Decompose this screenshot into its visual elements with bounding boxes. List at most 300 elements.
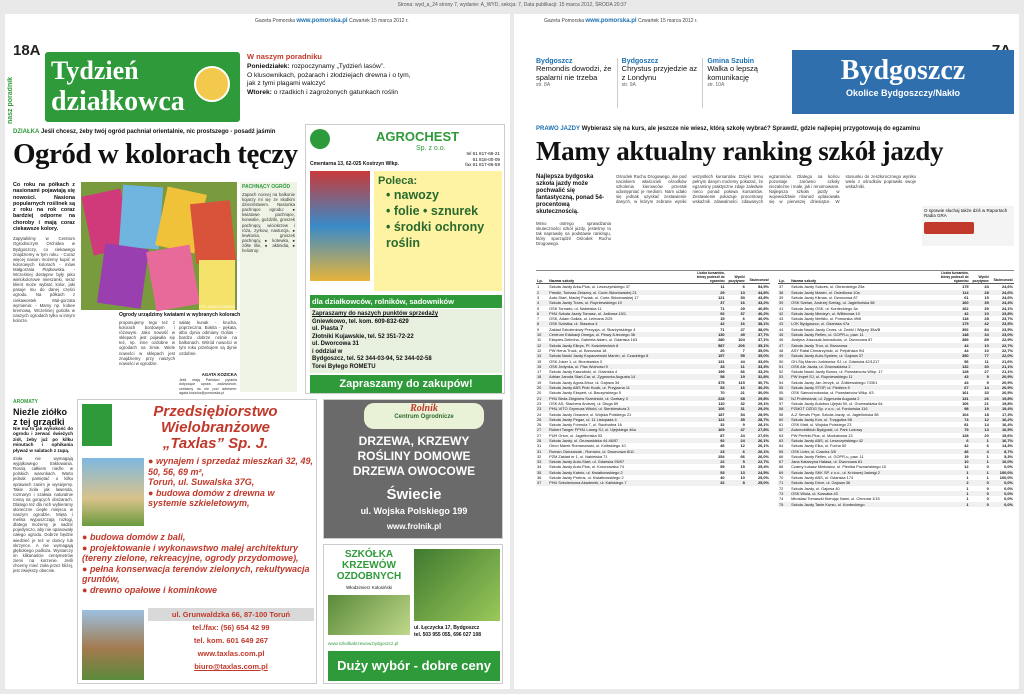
shop-line: Torei Byłego ROMETU bbox=[312, 363, 376, 370]
table-cell: 39 bbox=[984, 305, 989, 311]
logo-line1: Tydzień bbox=[51, 56, 139, 85]
table-cell: Szkoła Jazdy Reflex, ul. GOPR-u, paw. 11 bbox=[791, 453, 864, 459]
table-cell: 8,7% bbox=[990, 449, 1014, 454]
table-cell: 32 bbox=[720, 422, 725, 428]
table-cell: 106 bbox=[689, 406, 725, 411]
table-cell: 27 bbox=[536, 427, 548, 432]
table-cell: 15 bbox=[720, 316, 725, 322]
table-cell: 35,0% bbox=[746, 353, 770, 358]
table-cell: 392 bbox=[962, 326, 969, 332]
agrochest-sp: Sp. z o.o. bbox=[416, 145, 446, 152]
table-cell: 24,6% bbox=[1001, 294, 1013, 300]
table-cell: 21,1% bbox=[990, 364, 1014, 369]
table-cell: 47 bbox=[778, 343, 790, 348]
table-cell: 53 bbox=[740, 294, 745, 300]
taxlas-b5: pełna konserwacja terenów zielonych, rekultywacja gruntów, bbox=[82, 563, 310, 584]
table-cell: 0 bbox=[970, 502, 990, 507]
table-cell: 5,3% bbox=[1004, 453, 1013, 459]
table-cell: 0 bbox=[970, 480, 990, 485]
table-cell: 77 bbox=[970, 353, 990, 358]
table-cell: 20,5% bbox=[1001, 390, 1013, 396]
table-cell: Orion Marek Romanowski, ul. Kolbskiego 10 bbox=[549, 443, 626, 449]
table-cell: 40,0% bbox=[757, 316, 769, 322]
shops-box bbox=[310, 309, 502, 373]
table-cell: Szkoła Jazdy Pegaz, ul. 11 Listopada 4 bbox=[548, 417, 689, 422]
shop-line: ul. Dworcowa 31 bbox=[312, 341, 360, 347]
table-cell: 21,6% bbox=[1001, 358, 1013, 364]
shop-line: Bydgoszcz, tel. 52 344-03-94, 52 344-02-58 bbox=[312, 356, 432, 362]
rolnik-city: Świecie bbox=[386, 486, 442, 503]
table-cell: 50 bbox=[779, 358, 784, 364]
table-cell: 22,0% bbox=[990, 353, 1014, 358]
table-cell: 254 bbox=[718, 453, 725, 459]
table-cell: 34 bbox=[537, 464, 542, 470]
seed-photo bbox=[81, 182, 237, 310]
house-photo bbox=[82, 458, 144, 526]
table-cell: 29 bbox=[740, 305, 745, 311]
kicker-text: Jeśli chcesz, żeby twój ogród pachniał orientalnie, nic prostszego - posadź jaśmin bbox=[41, 129, 276, 135]
table-cell: 114 bbox=[933, 290, 969, 295]
teasers bbox=[536, 58, 786, 108]
table-body bbox=[778, 284, 1014, 507]
poleca-item: folie bbox=[393, 204, 420, 218]
shop-line: Gniewkowo, tel. kom. 609-832-629 bbox=[312, 318, 409, 325]
table-cell: 27 bbox=[537, 432, 542, 438]
product-photo bbox=[310, 171, 370, 281]
article-col2: proponujemy tego też z kolorach bordowym i różowym. Jako nowość w sklepach jest pojawiła się też, np. inne ozdobne w ogrodach na zimie. Wiele nowości w sklepach jest znajdziemy przy naszych nowości w ogrodzie. bbox=[119, 320, 175, 366]
region-title: Okolice Bydgoszczy/Nakło bbox=[845, 88, 961, 98]
table-cell: 10 bbox=[970, 311, 990, 316]
table-cell: 23 bbox=[536, 406, 548, 411]
table-cell: 57 bbox=[779, 400, 784, 406]
table-cell: 18 bbox=[984, 411, 989, 417]
rolnik-l2: ROŚLINY DOMOWE bbox=[357, 449, 471, 463]
taxlas-title2: Wielobranżowe bbox=[160, 419, 271, 436]
table-cell: 43 bbox=[964, 379, 969, 385]
table-cell: OSK Szelan, Andrzej Szelag, ul. Jagiellońska 58 bbox=[790, 300, 933, 305]
table-cell: 29,8% bbox=[746, 396, 770, 401]
table-cell: 36 bbox=[537, 475, 542, 481]
aromaty-body bbox=[13, 426, 73, 684]
table-cell: 37 bbox=[726, 311, 746, 316]
szkolka-t1: SZKÓŁKA bbox=[344, 549, 394, 560]
agrochest-logo-icon bbox=[310, 129, 330, 149]
table-cell: 160 bbox=[933, 300, 969, 305]
table-cell: 24 bbox=[740, 432, 745, 438]
table-cell: 28,9% bbox=[757, 411, 769, 417]
table-cell: Szkoła Jazdy Kon, ul. Trzęgutka 58 bbox=[790, 417, 933, 422]
table-cell: PZM Zakład nr 1, ul. Nakielska 71 bbox=[549, 453, 608, 459]
table-cell: 68 bbox=[726, 396, 746, 401]
table-cell: 29 bbox=[689, 290, 725, 295]
table-cell: 100,0% bbox=[990, 470, 1014, 475]
table-cell: PW Perfekt-Plus, ul. Modrakowa 13 bbox=[791, 432, 853, 438]
table-cell: 10 bbox=[970, 343, 990, 348]
table-cell: 23 bbox=[689, 449, 725, 454]
table-cell: 31 bbox=[536, 449, 548, 454]
guide-box bbox=[247, 52, 502, 122]
garden-photo bbox=[328, 595, 410, 635]
table-cell: 12 bbox=[964, 464, 969, 470]
teaser[interactable] bbox=[536, 58, 618, 108]
table-cell: 389 bbox=[962, 337, 969, 343]
rolnik-sub: Centrum Ogrodnicze bbox=[394, 414, 454, 420]
teaser[interactable] bbox=[622, 58, 704, 108]
table-cell: 26,1% bbox=[757, 443, 769, 449]
table-cell: 16,7% bbox=[990, 438, 1014, 443]
table-cell: 1 bbox=[933, 491, 969, 496]
table-cell: 51 bbox=[778, 364, 790, 369]
col-header: Nazwa szkoły bbox=[790, 272, 933, 284]
table-cell: 19,4% bbox=[990, 406, 1014, 411]
table-cell: 24 bbox=[726, 438, 746, 443]
table-cell: 26,0% bbox=[757, 453, 769, 459]
table-cell: 54,5% bbox=[757, 284, 769, 290]
table-cell: Robert Tanger FPHU Laneg SJ, ul. Ujejskiego 46a bbox=[548, 427, 689, 432]
table-cell: 63 bbox=[779, 432, 784, 438]
table-cell: 84 bbox=[984, 326, 989, 332]
table-cell: 10,0% bbox=[990, 459, 1014, 464]
col-header: Lp. bbox=[778, 272, 790, 284]
table-cell: 58 bbox=[779, 411, 784, 417]
table-cell: 104 bbox=[738, 337, 745, 343]
table-cell: 16,2% bbox=[990, 417, 1014, 422]
szkolka-ad[interactable] bbox=[323, 544, 503, 684]
szkolka-phone: tel. 503 955 055, 696 027 108 bbox=[414, 631, 482, 638]
table-cell: OSK Wiola, ul. Kossaka 43 bbox=[790, 491, 933, 496]
table-head bbox=[536, 272, 770, 284]
table-cell: 2 bbox=[933, 480, 969, 485]
table-cell: 68 bbox=[779, 464, 784, 470]
szkolka-owner: Włodzimierz Kołosiński bbox=[345, 585, 392, 590]
teaser[interactable] bbox=[707, 58, 786, 108]
table-cell: 21 bbox=[740, 390, 745, 396]
table-cell: 28 bbox=[536, 438, 548, 443]
table-cell: 10 bbox=[740, 475, 745, 481]
table-cell: 66 bbox=[740, 369, 745, 375]
table-cell: 74 bbox=[933, 417, 969, 422]
table-cell: Szkoła Jazdy Agora-Mroz, ul. Gajowa 34 bbox=[549, 379, 620, 385]
table-cell: 20 bbox=[536, 385, 548, 390]
table-cell: 20,9% bbox=[990, 385, 1014, 390]
poleca-box: Poleca: • nawozy • folie • sznurek • środki ochrony roślin bbox=[374, 171, 502, 291]
table-cell: Szkoła Jazdy ABS, ul. Leszczyńskiego 42 bbox=[790, 438, 933, 443]
rolnik-ad[interactable] bbox=[323, 399, 503, 539]
page-number: 18A bbox=[13, 42, 41, 59]
aromaty-section bbox=[13, 399, 73, 427]
table-cell: 6 bbox=[742, 284, 745, 290]
header-paper: Gazeta Pomorska bbox=[544, 18, 585, 24]
table-cell: A-Z Serwis Pryw. Szkoła Jazdy, ul. Jagiellońska 58 bbox=[791, 411, 879, 417]
table-cell: 30 bbox=[970, 364, 990, 369]
guide-line2: O klusownikach, pożarach i złodziejach drewna i o tym, bbox=[247, 71, 411, 79]
table-cell: 43 bbox=[984, 284, 989, 290]
table-cell: Szkoła Jazdy Autobus Ujejski 50, ul. Grunwaldzka 64 bbox=[791, 400, 883, 406]
table-cell: 32 bbox=[740, 400, 745, 406]
table-cell: 4 bbox=[536, 300, 548, 305]
table-cell: 20 bbox=[720, 347, 725, 353]
col-header: Skuteczność bbox=[990, 272, 1014, 284]
taxlas-fax: tel./fax: (56) 654 42 99 bbox=[192, 623, 270, 632]
table-cell: 1 bbox=[970, 438, 990, 443]
taxlas-email[interactable]: biuro@taxlas.com.pl bbox=[194, 662, 268, 671]
table-cell: 31 bbox=[537, 443, 542, 449]
table-cell: 9 bbox=[742, 422, 745, 428]
taxlas-kom: tel. kom. 601 649 267 bbox=[193, 636, 269, 645]
ranking-table-right bbox=[778, 272, 1014, 507]
taxlas-b4: projektowanie i wykonawstwo małej architektury (tereny zielone, rekreacyjne, ogrody przydomowe), bbox=[82, 542, 299, 563]
table-cell: 72 bbox=[779, 485, 784, 491]
table-cell: 46 bbox=[720, 443, 725, 449]
header-site[interactable]: www.pomorska.pl bbox=[585, 18, 637, 24]
table-cell: 28 bbox=[984, 316, 989, 322]
taxlas-b1b: Toruń, ul. Suwalska 37G, bbox=[148, 477, 255, 487]
table-cell: 228 bbox=[689, 396, 725, 401]
right-page bbox=[514, 14, 1019, 689]
poleca-item: sznurek bbox=[430, 204, 479, 218]
shop-line: ul. Piasta 7 bbox=[312, 326, 344, 332]
table-cell: 35 bbox=[726, 417, 746, 422]
table-cell: 56 bbox=[778, 396, 790, 401]
table-cell: 23,7% bbox=[1001, 316, 1013, 322]
taxlas-title3: „Taxlas” Sp. J. bbox=[162, 435, 269, 452]
table-cell: 0 bbox=[986, 485, 989, 491]
table-cell: 13 bbox=[726, 470, 746, 475]
table-cell: 3 bbox=[537, 294, 540, 300]
table-cell: Zakład Szkoleniowy Precyzja, ul. Skarżyńskiego 4 bbox=[549, 326, 636, 332]
table-cell: 43,2% bbox=[746, 300, 770, 305]
table-cell: Szkoła Jazdy OSK, ul. Kordeckiego 3a bbox=[791, 305, 858, 311]
szkolka-www[interactable]: www.szkolkakrzewow.bydgoszcz.pl bbox=[328, 641, 399, 646]
tree-icon bbox=[82, 404, 112, 446]
table-cell: 14 bbox=[970, 385, 990, 390]
table-cell: 28,7% bbox=[746, 417, 770, 422]
table-cell: 6 bbox=[933, 438, 969, 443]
table-cell: 70 bbox=[779, 475, 784, 481]
table-cell: 10 bbox=[536, 332, 548, 337]
table-cell: 19,8% bbox=[990, 396, 1014, 401]
col-header: Wyniki pozytywne bbox=[970, 272, 990, 284]
table-cell: 62 bbox=[778, 427, 790, 432]
taxlas-www[interactable]: www.taxlas.com.pl bbox=[197, 649, 265, 658]
table-cell: 7 bbox=[537, 316, 540, 322]
headline: Ogród w kolorach tęczy bbox=[13, 138, 298, 170]
table-cell: 27,6% bbox=[757, 432, 769, 438]
table-cell: 22 bbox=[689, 459, 725, 464]
table-cell: 44 bbox=[740, 358, 745, 364]
table-cell: Centrum Edukacji Omega, ul. Płowy 8-lecnego 38 bbox=[548, 332, 689, 337]
table-cell: 161 bbox=[962, 390, 969, 396]
table-cell: PZMOT OZDG Sp. z o.o., ul. Fordońska 116 bbox=[790, 406, 933, 411]
table-cell: OSK Ale Jazda, ul. Grunwaldzka 2 bbox=[790, 364, 933, 369]
table-cell: 43 bbox=[778, 321, 790, 326]
table-cell: Adrian Jaroda Start-Car, ul. Zygmunta Augusta 14 bbox=[548, 374, 689, 379]
table-cell: 27 bbox=[740, 326, 745, 332]
table-cell: 23,8% bbox=[990, 311, 1014, 316]
teaser-text: Remondis dowodzi, że spalarni nie trzeba bbox=[536, 64, 612, 82]
radio-box[interactable] bbox=[922, 206, 1014, 246]
table-cell: 79 bbox=[933, 427, 969, 432]
table-cell: 12 bbox=[536, 343, 548, 348]
table-cell: 42 bbox=[964, 443, 969, 449]
table-cell: Szkoła Jazdy Arka-Plus, ul. Leszczyńskiego 37 bbox=[549, 284, 630, 290]
table-cell: 73 bbox=[778, 491, 790, 496]
poleca-item: nawozy bbox=[393, 188, 440, 202]
taxlas-ad[interactable]: Przedsiębiorstwo Wielobranżowe „Taxlas” Sp. J. ● wynajem i sprzedaż mieszkań 32, 49, 50, 56, 69 m², Toruń, ul. Suwalska 37G, ● budowa domów z drewna w systemie szkieletowym, ● budowa domów z bali, ● projektowanie i wykonawstwo małej architektury (tereny zielone, rekreacyjne, ogrody przydomowe), ● pełna konserwacja terenów zielonych, rekultywacja gruntów, ● drewno opałowe i kominkowe ul. Grunwaldzka 66, 87-100 Toruń tel./fax: (56) 654 42 99 tel. kom. 601 649 267 www.taxlas.com.pl biuro@taxlas.com.pl bbox=[77, 399, 317, 684]
table-cell: 45 bbox=[778, 332, 790, 337]
table-cell: 27,8% bbox=[746, 427, 770, 432]
table-cell: 24,4% bbox=[990, 300, 1014, 305]
table-cell: 199 bbox=[718, 369, 725, 375]
table-cell: 14,3% bbox=[1001, 443, 1013, 449]
table-cell: Szkoła Nauki Jazdy Cross, ul. Żwirki i Wigury 35a/B bbox=[791, 326, 881, 332]
teaser-ref: str. 9A bbox=[621, 82, 636, 89]
table-cell: OSK Lider, ul. Czacha 3/5 bbox=[790, 449, 933, 454]
table-cell: 16,4% bbox=[1001, 422, 1013, 428]
table-cell: 98 bbox=[933, 406, 969, 411]
table-cell: 14 bbox=[536, 353, 548, 358]
table-cell: 38 bbox=[778, 290, 790, 295]
teaser-text: Walka o lepszą komunikację bbox=[707, 64, 758, 82]
agrochest-ad[interactable] bbox=[305, 124, 505, 394]
table-cell: LOK Bydgoszcz, ul. Gdańska 47a bbox=[790, 321, 933, 326]
table-cell: 13 bbox=[726, 290, 746, 295]
table-cell: 104 bbox=[962, 411, 969, 417]
table-cell: 56 bbox=[964, 358, 969, 364]
table-cell: 7 bbox=[742, 347, 745, 353]
city-title: Bydgoszcz bbox=[840, 55, 966, 86]
aromaty-kicker: AROMATY bbox=[13, 399, 38, 405]
table-cell: PHU Szkoleniowa Akademik, ul. Kaliskiego 7 bbox=[548, 480, 689, 485]
table-cell: 162 bbox=[962, 305, 969, 311]
table-cell: Szkoła Jazdy Sukces, ul. Okrzeckiego 25a bbox=[791, 284, 865, 290]
table-cell: 1 bbox=[933, 502, 969, 507]
table-cell: 33,3% bbox=[746, 364, 770, 369]
table-cell: Jana Katarzyna Hałasa, ul. Dworcowa 81 bbox=[790, 459, 933, 464]
guide-mon: Poniedziałek: bbox=[247, 63, 290, 70]
article-col3: sałatę kunak - krucha, poprzeczna. Bokita - pękata, albo dynia odmiany Golias - bardzo dobrze rośnie na balkonach. Wśród nowości w tym roku przebojem są dynie ozdobne. bbox=[179, 320, 237, 356]
table-cell: Justyna Juszczak Autoszkoła, ul. Dworcowa 87 bbox=[791, 337, 873, 343]
poleca-title: Poleca: bbox=[378, 175, 418, 187]
rolnik-www[interactable]: www.frolnik.pl bbox=[386, 522, 442, 531]
table-cell: 118 bbox=[962, 316, 969, 322]
table-cell: Szkoła Jazdy Formuła 7, ul. Swobodna 16 bbox=[549, 422, 622, 428]
table-cell: 26,1% bbox=[746, 449, 770, 454]
table-cell: 20,9% bbox=[1001, 379, 1013, 385]
table-head bbox=[778, 272, 1014, 284]
table-cell: 37,7% bbox=[746, 332, 770, 337]
table-cell: 6 bbox=[986, 443, 989, 449]
table-cell: 15,6% bbox=[1001, 432, 1013, 438]
table-cell: Mirosław Tomaszki Kierując Nami, ul. Chmuna 1/15 bbox=[791, 496, 880, 502]
author: AGATA KOZICKA bbox=[201, 372, 237, 377]
table-cell: 31 bbox=[726, 406, 746, 411]
table-cell: 20,9% bbox=[990, 374, 1014, 379]
shop-line: i oddział w bbox=[312, 348, 343, 355]
table-cell: 157 bbox=[689, 353, 725, 358]
table-cell: 44 bbox=[964, 347, 969, 353]
article-col1 bbox=[13, 182, 75, 392]
table-cell: 23,5% bbox=[990, 321, 1014, 326]
table-cell: 5 bbox=[537, 305, 540, 311]
table-cell: 23,0% bbox=[990, 332, 1014, 337]
lead-col bbox=[536, 174, 611, 263]
shrub-photo bbox=[414, 549, 500, 621]
table-cell: 71 bbox=[778, 480, 790, 485]
table-cell: 29,1% bbox=[757, 400, 769, 406]
article-lead: Co roku na półkach z nasionami pojawiają się nowości. Nasiona popularnych roślinek są z roku na rok coraz bardziej odporne na choroby i mają coraz ciekawsze kolory. bbox=[13, 182, 76, 233]
table-cell: 12 bbox=[740, 443, 745, 449]
table-cell: 33 bbox=[689, 364, 725, 369]
table-cell: OSK Szóstka, ul. Staszica 4 bbox=[548, 321, 689, 326]
print-slug: Strona: wyd_a_24 strony 7, wydanie: A_WYD, sekcja: 7, Data publikacji: 15 marca 2012, ŚRODA 20:37 bbox=[397, 2, 627, 8]
table-cell: 89 bbox=[984, 337, 989, 343]
flower-icon bbox=[194, 66, 230, 102]
table-cell: 0,0% bbox=[1004, 464, 1013, 470]
table-cell: 6 bbox=[742, 316, 745, 322]
table-cell: 19 bbox=[537, 379, 542, 385]
table-cell: 0 bbox=[986, 464, 989, 470]
table-cell: Szkoła Jazdy Klimas, ul. Dworcowa 87 bbox=[791, 294, 858, 300]
table-cell: 37 bbox=[779, 284, 784, 290]
table-cell: Szkoła Jazdy Elka, ul. Focha 50 bbox=[791, 443, 847, 449]
table-cell: 4 bbox=[970, 449, 990, 454]
header-site[interactable]: www.pomorska.pl bbox=[296, 18, 348, 24]
table-cell: 30,7% bbox=[757, 379, 769, 385]
table-cell: 52 bbox=[779, 369, 784, 375]
table-cell: 122 bbox=[689, 417, 725, 422]
table-cell: 26 bbox=[970, 396, 990, 401]
table-cell: Szkoła Jazdy SKK SP. z o.o., ul. Królowej Jadwigi 2 bbox=[790, 470, 933, 475]
table-cell: 23 bbox=[537, 400, 542, 406]
table-cell: 67 bbox=[778, 459, 790, 464]
table-cell: 61 bbox=[779, 422, 784, 428]
table-cell: 53 bbox=[778, 374, 790, 379]
table-cell: OSK Matt, ul. Wojska Polskiego 23 bbox=[791, 422, 852, 428]
table-cell: 26 bbox=[537, 422, 542, 428]
table-cell: PUH Orion, ul. Jagiellońska 53 bbox=[549, 432, 603, 438]
table-cell: OSK Samochodowka, ul. Powstańców Wlkp. 63 bbox=[791, 390, 874, 396]
table-cell: 33 bbox=[984, 390, 989, 396]
rolnik-street: ul. Wojska Polskiego 199 bbox=[360, 506, 468, 516]
table-cell: 280 bbox=[718, 337, 725, 343]
table-cell: 39 bbox=[970, 300, 990, 305]
table-cell: Szkoła Jazdy Mefisto, ul. Pomorska 49/6 bbox=[791, 316, 862, 322]
table-cell: 43 bbox=[779, 316, 784, 322]
logo-line2: działkowca bbox=[51, 86, 185, 117]
table-cell: 40,8% bbox=[757, 305, 769, 311]
photo-caption: Ogrody urządzimy kwiatami w wybranych kolorach bbox=[119, 312, 241, 318]
table-cell: Roman Owczarzak - Romano, ul. Dworcowa 8/11 bbox=[548, 449, 689, 454]
table-cell: Szkoła Jazdy Jan Jerzyk, ul. Żółkiewskiego 7/25/1 bbox=[791, 379, 878, 385]
table-cell: 131 bbox=[718, 358, 725, 364]
table-cell: 41 bbox=[779, 305, 784, 311]
table-cell: PHU Beda Zbigniew Srzednicki, ul. Garbary 3 bbox=[548, 396, 689, 401]
table-cell: 375 bbox=[718, 379, 725, 385]
table-cell: 25,4% bbox=[757, 464, 769, 470]
table-cell: 11 bbox=[726, 364, 746, 369]
table-cell: 350 bbox=[933, 353, 969, 358]
section-vertical-label: nasz poradnik bbox=[7, 76, 14, 124]
table-cell: 0 bbox=[970, 491, 990, 496]
taxlas-b6: drewno opałowe i kominkowe bbox=[89, 584, 217, 595]
table-cell: PHU Szkoła Jazdy Tomasz, ul. Jodłowa 15/1 bbox=[548, 311, 689, 316]
table-cell: 6 bbox=[726, 449, 746, 454]
taxlas-address: ul. Grunwaldzka 66, 87-100 Toruń bbox=[148, 608, 314, 621]
table-cell: 11 bbox=[720, 284, 725, 290]
headline: Mamy aktualny ranking szkół jazdy bbox=[536, 136, 944, 166]
col-header: Liczba kursantów, którzy podeszli do egzaminu bbox=[933, 272, 969, 284]
